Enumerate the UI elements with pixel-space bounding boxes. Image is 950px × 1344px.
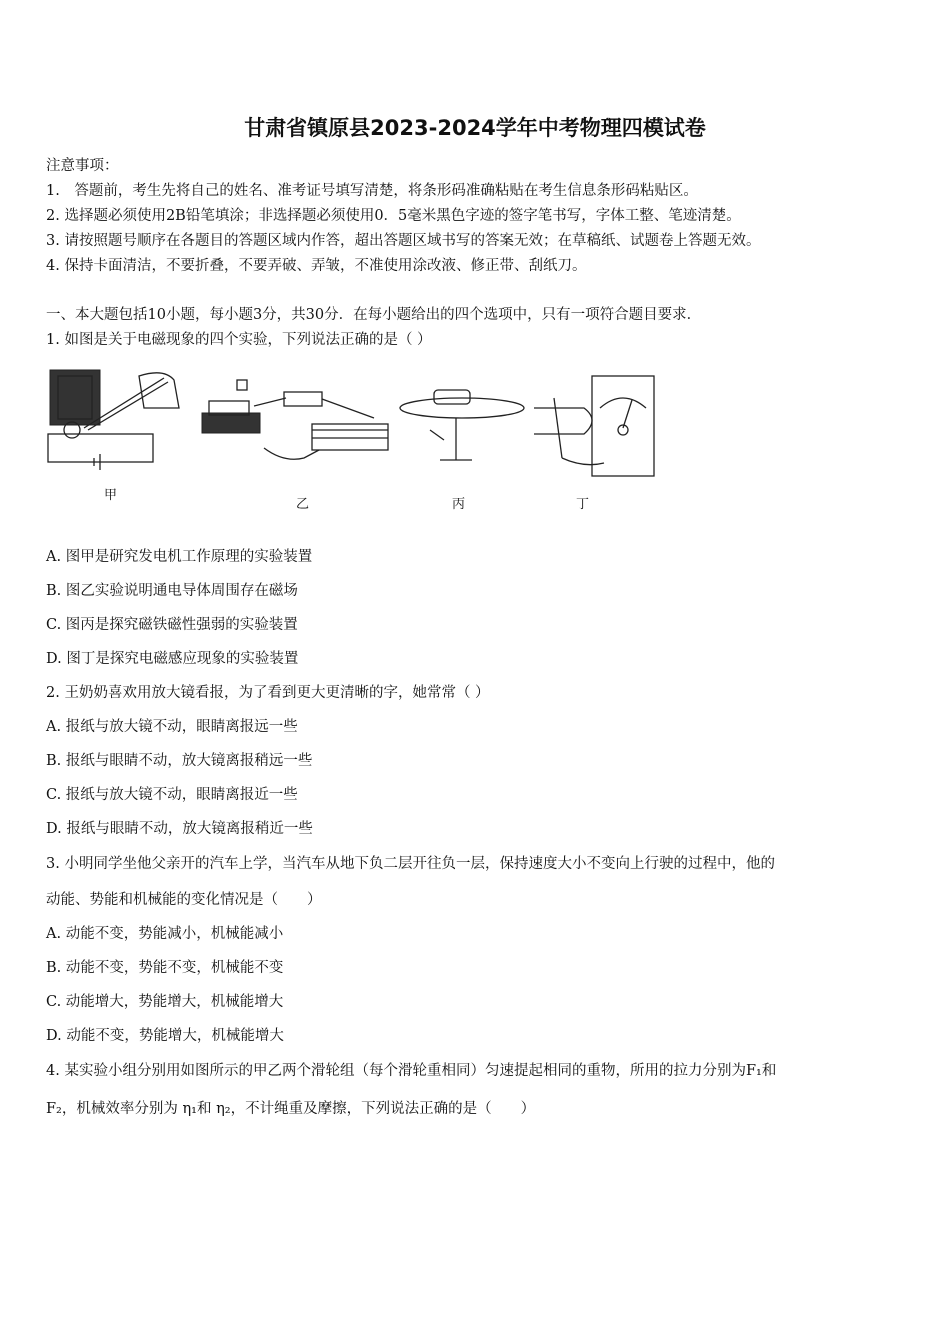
experiment-figure — [44, 368, 664, 518]
question-stem: 4. 某实验小组分别用如图所示的甲乙两个滑轮组（每个滑轮重相同）匀速提起相同的重物，所用的拉力分别为F₁和 — [46, 1063, 777, 1079]
answer-option: C. 图丙是探究磁铁磁性强弱的实验装置 — [46, 617, 298, 633]
notice-item: 4. 保持卡面清洁，不要折叠，不要弄破、弄皱，不准使用涂改液、修正带、刮纸刀。 — [46, 258, 587, 274]
question-stem: 2. 王奶奶喜欢用放大镜看报，为了看到更大更清晰的字，她常常（ ） — [46, 685, 490, 701]
question-stem: 1. 如图是关于电磁现象的四个实验，下列说法正确的是（ ） — [46, 332, 432, 348]
answer-option: A. 图甲是研究发电机工作原理的实验装置 — [46, 549, 313, 565]
question-stem-continued: 动能、势能和机械能的变化情况是（ ） — [46, 892, 322, 908]
answer-option: B. 报纸与眼睛不动，放大镜离报稍远一些 — [46, 753, 313, 769]
figure-label-ding: 丁 — [576, 497, 590, 512]
answer-option: A. 报纸与放大镜不动，眼睛离报远一些 — [46, 719, 298, 735]
figure-label-yi: 乙 — [296, 497, 310, 512]
figure-yi-drawing — [202, 380, 388, 459]
section-heading: 一、本大题包括10小题，每小题3分，共30分．在每小题给出的四个选项中，只有一项符合题目要求． — [46, 307, 702, 323]
figure-label-jia: 甲 — [104, 488, 118, 503]
notice-heading: 注意事项： — [46, 158, 119, 174]
figure-bing-drawing — [400, 390, 524, 460]
question-stem: 3. 小明同学坐他父亲开的汽车上学，当汽车从地下负二层开往负一层，保持速度大小不变向上行驶的过程中，他的 — [46, 856, 775, 872]
answer-option: B. 图乙实验说明通电导体周围存在磁场 — [46, 583, 298, 599]
answer-option: D. 图丁是探究电磁感应现象的实验装置 — [46, 651, 299, 667]
notice-item: 3. 请按照题号顺序在各题目的答题区域内作答，超出答题区域书写的答案无效；在草稿纸、试题卷上答题无效。 — [46, 233, 761, 249]
figure-jia-drawing — [48, 370, 179, 470]
notice-item: 2. 选择题必须使用2B铅笔填涂；非选择题必须使用0．5毫米黑色字迹的签字笔书写，字体工整、笔迹清楚。 — [46, 208, 741, 224]
answer-option: C. 动能增大，势能增大，机械能增大 — [46, 994, 284, 1010]
answer-option: A. 动能不变，势能减小，机械能减小 — [46, 926, 284, 942]
answer-option: B. 动能不变，势能不变，机械能不变 — [46, 960, 284, 976]
answer-option: D. 报纸与眼睛不动，放大镜离报稍近一些 — [46, 821, 313, 837]
page-title: 甘肃省镇原县2023-2024学年中考物理四模试卷 — [244, 116, 706, 140]
answer-option: C. 报纸与放大镜不动，眼睛离报近一些 — [46, 787, 298, 803]
figure-label-bing: 丙 — [452, 497, 466, 512]
answer-option: D. 动能不变，势能增大，机械能增大 — [46, 1028, 284, 1044]
question-stem-continued: F₂，机械效率分别为 η₁和 η₂，不计绳重及摩擦，下列说法正确的是（ ） — [46, 1101, 536, 1117]
notice-item: 1. 答题前，考生先将自己的姓名、准考证号填写清楚，将条形码准确粘贴在考生信息条形码粘贴区。 — [46, 183, 698, 199]
figure-ding-drawing — [534, 376, 654, 476]
